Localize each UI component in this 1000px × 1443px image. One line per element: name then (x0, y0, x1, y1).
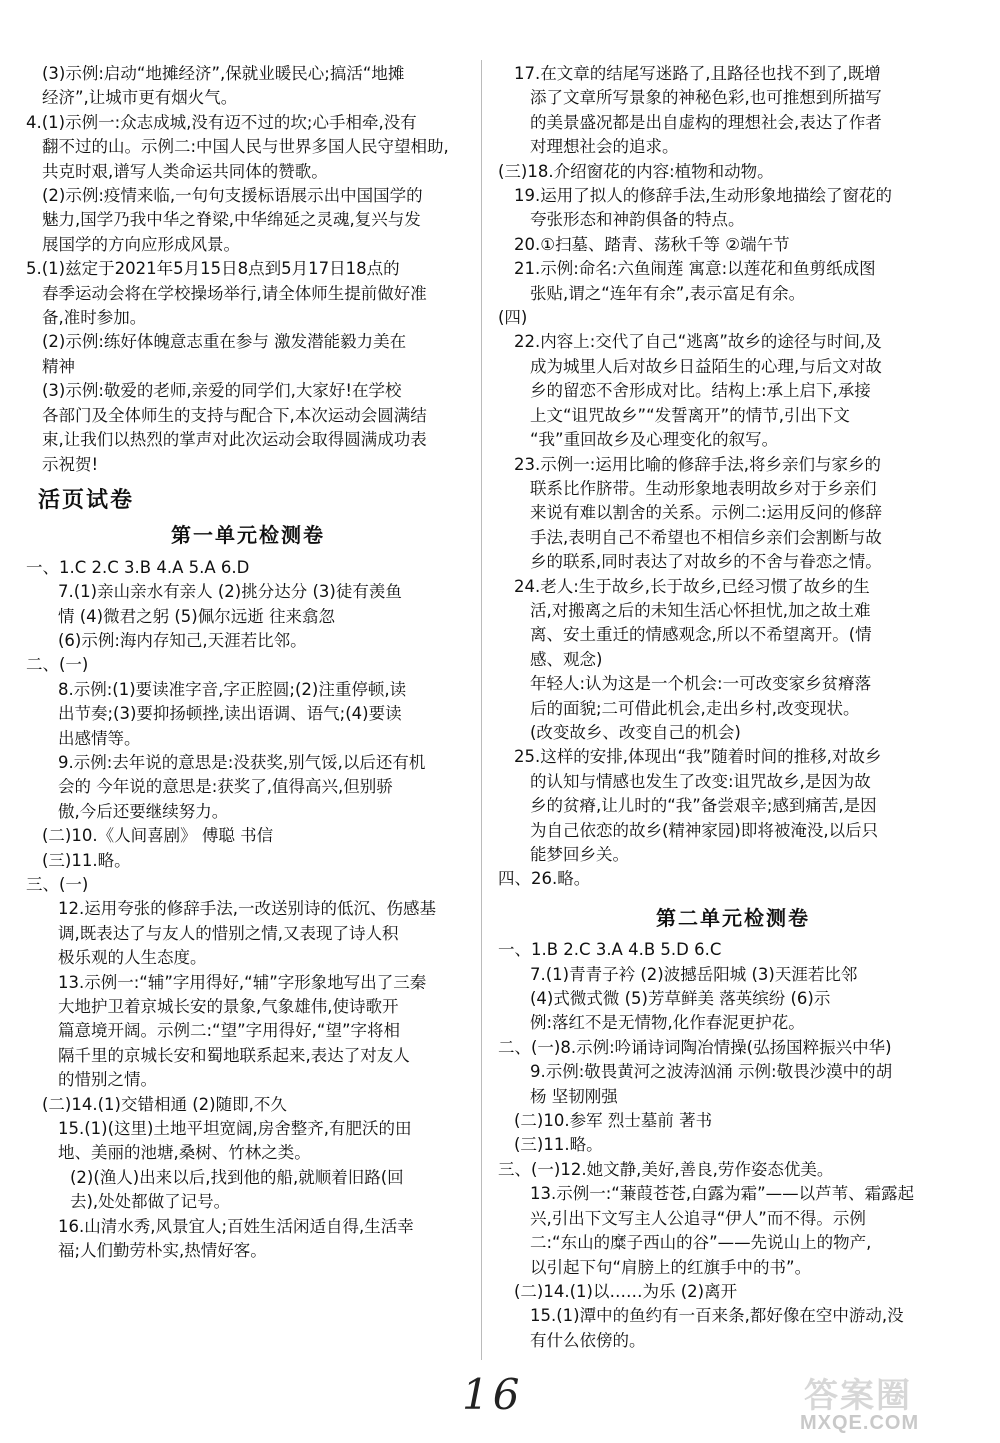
answer-line: 共克时艰,谱写人类命运共同体的赞歌。 (42, 161, 328, 181)
answer-line: 一、1.C 2.C 3.B 4.A 5.A 6.D (26, 557, 250, 577)
answer-line: 手法,表明自己不希望也不相信乡亲们会割断与故 (530, 527, 882, 547)
answer-line: 春季运动会将在学校操场举行,请全体师生提前做好准 (42, 283, 427, 303)
left-answers-top (26, 62, 470, 477)
answer-line: 添了文章所写景象的神秘色彩,也可推想到所描写 (530, 88, 882, 108)
answer-line: 魅力,国学乃我中华之脊梁,中华绵延之灵魂,复兴与发 (42, 210, 421, 230)
answer-line: (3)示例:敬爱的老师,亲爱的同学们,大家好!在学校 (42, 381, 402, 401)
watermark-url: MXQE.COM (800, 1412, 920, 1434)
answer-line: (改变故乡、改变自己的机会) (530, 722, 741, 742)
answer-line: 15.(1)潭中的鱼约有一百来条,都好像在空中游动,没 (530, 1306, 904, 1326)
answer-line: 21.示例:命名:六鱼闹莲 寓意:以莲花和鱼剪纸成图 (514, 259, 876, 279)
answer-line: 上文“诅咒故乡”“发誓离开”的情节,引出下文 (530, 405, 850, 425)
answer-line: 20.①扫墓、踏青、荡秋千等 ②端午节 (514, 234, 790, 254)
answer-line: 有什么依傍的。 (530, 1330, 646, 1350)
answer-line: 精神 (42, 356, 75, 376)
answer-line: 以引起下句“肩膀上的红旗手中的书”。 (530, 1257, 812, 1277)
answer-line: 22.内容上:交代了自己“逃离”故乡的途径与时间,及 (514, 332, 882, 352)
answer-line: 傲,今后还要继续努力。 (58, 801, 229, 821)
answer-line: 4.(1)示例一:众志成城,没有迈不过的坎;心手相牵,没有 (26, 112, 417, 132)
answer-line: 12.运用夸张的修辞手法,一改送别诗的低沉、伤感基 (58, 899, 436, 919)
watermark-logo (800, 1368, 990, 1438)
answer-line: (6)示例:海内存知己,天涯若比邻。 (58, 630, 307, 650)
answer-line: 联系比作脐带。生动形象地表明故乡对于乡亲们 (530, 478, 877, 498)
answer-line: 7.(1)亲山亲水有亲人 (2)挑分达分 (3)徒有羡鱼 (58, 582, 402, 602)
answer-line: 23.示例一:运用比喻的修辞手法,将乡亲们与家乡的 (514, 454, 882, 474)
answer-line: 一、1.B 2.C 3.A 4.B 5.D 6.C (498, 940, 722, 960)
answer-line: 三、(一)12.她文静,美好,善良,劳作姿态优美。 (498, 1159, 834, 1179)
answer-line: 备,准时参加。 (42, 308, 147, 328)
answer-line: 为自己依恋的故乡(精神家园)即将被淹没,以后只 (530, 820, 879, 840)
unit2-answers (498, 938, 968, 1353)
answer-line: (二)10.《人间喜剧》 傅聪 书信 (42, 826, 274, 846)
answer-line: 能梦回乡关。 (530, 845, 629, 864)
answer-line: (二)14.(1)以……为乐 (2)离开 (514, 1281, 738, 1301)
answer-line: (2)示例:练好体魄意志重在参与 激发潜能毅力美在 (42, 332, 407, 352)
answer-line: 13.示例一:“辅”字用得好,“辅”字形象地写出了三秦 (58, 972, 427, 992)
answer-line: 8.示例:(1)要读准字音,字正腔圆;(2)注重停顿,读 (58, 679, 407, 699)
answer-line: 展国学的方向应形成风景。 (42, 234, 240, 254)
answer-line: 二、(一) (26, 655, 89, 675)
answer-line: 调,既表达了与友人的惜别之情,又表现了诗人积 (58, 923, 399, 943)
answer-line: 地、美丽的池塘,桑树、竹林之类。 (58, 1143, 311, 1163)
answer-line: 19.运用了拟人的修辞手法,生动形象地描绘了窗花的 (514, 186, 892, 206)
answer-line: 离、安土重迁的情感观念,所以不希望离开。(情 (530, 625, 872, 645)
unit1-answers (26, 556, 470, 1264)
answer-line: 四、26.略。 (498, 869, 591, 889)
answer-line: 各部门及全体师生的支持与配合下,本次运动会圆满结 (42, 405, 427, 425)
answer-line: 翻不过的山。示例二:中国人民与世界多国人民守望相助, (42, 137, 449, 157)
answer-line: 杨 坚韧刚强 (530, 1086, 618, 1106)
page-number: 16 (462, 1370, 524, 1419)
answer-line: 大地护卫着京城长安的景象,气象雄伟,使诗歌开 (58, 997, 399, 1017)
answer-line: 5.(1)兹定于2021年5月15日8点到5月17日18点的 (26, 259, 400, 279)
answer-line: 篇意境开阔。示例二:“望”字用得好,“望”字将相 (58, 1021, 400, 1041)
answer-line: 出节奏;(3)要抑扬顿挫,读出语调、语气;(4)要读 (58, 704, 402, 724)
answer-line: 25.这样的安排,体现出“我”随着时间的推移,对故乡 (514, 747, 882, 767)
answer-line: 二:“东山的糜子西山的谷”——先说山上的物产, (530, 1233, 872, 1253)
answer-line: 9.示例:去年说的意思是:没获奖,别气馁,以后还有机 (58, 752, 426, 772)
answer-line: (4)式微式微 (5)芳草鲜美 落英缤纷 (6)示 (530, 989, 831, 1009)
unit2-title: 第二单元检测卷 (656, 905, 810, 930)
answer-line: 会的 今年说的意思是:获奖了,值得高兴,但别骄 (58, 777, 393, 797)
answer-line: 成为城里人后对故乡日益陌生的心理,与后文对故 (530, 356, 882, 376)
answer-line: (三)18.介绍窗花的内容:植物和动物。 (498, 161, 774, 181)
answer-line: 乡的留恋不舍形成对比。结构上:承上启下,承接 (530, 381, 871, 401)
answer-line: (三)11.略。 (42, 850, 131, 870)
answer-line: 后的面貌;二可借此机会,走出乡村,改变现状。 (530, 698, 860, 718)
answer-line: (三)11.略。 (514, 1135, 603, 1155)
answer-line: 13.示例一:“蒹葭苍苍,白露为霜”——以芦苇、霜露起 (530, 1184, 915, 1204)
answer-line: 隔千里的京城长安和蜀地联系起来,表达了对友人 (58, 1045, 410, 1065)
answer-line: 16.山清水秀,风景宜人;百姓生活闲适自得,生活幸 (58, 1216, 414, 1236)
answer-line: 出感情等。 (58, 728, 141, 748)
answer-line: (二)10.参军 烈士墓前 著书 (514, 1111, 713, 1131)
answer-line: 的美景盛况都是出自虚构的理想社会,表达了作者 (530, 112, 882, 132)
answer-line: 的惜别之情。 (58, 1070, 157, 1090)
answer-line: 极乐观的人生态度。 (58, 948, 207, 968)
answer-line: 活,对搬离之后的未知生活心怀担忧,加之故土难 (530, 600, 871, 620)
answer-line: 7.(1)青青子衿 (2)波撼岳阳城 (3)天涯若比邻 (530, 964, 858, 984)
answer-line: 夸张形态和神韵俱备的特点。 (530, 210, 745, 230)
answer-line: 经济”,让城市更有烟火气。 (42, 88, 238, 108)
answer-line: 15.(1)(这里)土地平坦宽阔,房舍整齐,有肥沃的田 (58, 1119, 412, 1139)
answer-line: 去),处处都做了记号。 (70, 1192, 231, 1212)
column-divider (481, 60, 482, 1360)
answer-line: 乡的联系,同时表达了对故乡的不舍与眷恋之情。 (530, 552, 882, 572)
answer-line: 福;人们勤劳朴实,热情好客。 (58, 1241, 267, 1261)
answer-line: (四) (498, 308, 528, 328)
answer-line: 年轻人:认为这是一个机会:一可改变家乡贫瘠落 (530, 674, 872, 694)
answer-line: 乡的贫瘠,让儿时的“我”备尝艰辛;感到痛苦,是因 (530, 796, 877, 816)
answer-line: (2)(渔人)出来以后,找到他的船,就顺着旧路(回 (70, 1167, 404, 1187)
answer-line: 24.老人:生于故乡,长于故乡,已经习惯了故乡的生 (514, 576, 870, 596)
answer-line: 兴,引出下文写主人公追寻“伊人”而不得。示例 (530, 1208, 866, 1228)
answer-line: 9.示例:敬畏黄河之波涛汹涌 示例:敬畏沙漠中的胡 (530, 1062, 893, 1082)
answer-line: 感、观念) (530, 649, 603, 669)
answer-line: “我”重回故乡及心理变化的叙写。 (530, 430, 779, 450)
answer-line: (2)示例:疫情来临,一句句支援标语展示出中国国学的 (42, 186, 423, 206)
answer-line: 张贴,谓之“连年有余”,表示富足有余。 (530, 283, 806, 303)
answer-line: (3)示例:启动“地摊经济”,保就业暖民心;搞活“地摊 (42, 64, 405, 83)
answer-line: 来说有难以割舍的关系。示例二:运用反问的修辞 (530, 503, 883, 523)
answer-line: 例:落红不是无情物,化作春泥更护花。 (530, 1013, 805, 1033)
answer-line: 二、(一)8.示例:吟诵诗词陶冶情操(弘扬国粹振兴中华) (498, 1037, 892, 1057)
section-title: 活页试卷 (38, 487, 135, 513)
unit1-title: 第一单元检测卷 (171, 523, 325, 548)
left-column (26, 62, 470, 1264)
answer-line: 束,让我们以热烈的掌声对此次运动会取得圆满成功表 (42, 430, 427, 450)
watermark-text: 答案圈 (804, 1376, 912, 1416)
right-column (498, 62, 968, 1353)
right-answers-top (498, 62, 968, 892)
answer-line: (二)14.(1)交错相通 (2)随即,不久 (42, 1094, 287, 1114)
answer-line: 情 (4)微君之躬 (5)佩尔远逝 往来翕忽 (58, 606, 335, 626)
answer-line: 的认知与情感也发生了改变:诅咒故乡,是因为故 (530, 771, 871, 791)
answer-line: 示祝贺! (42, 454, 99, 474)
answer-line: 17.在文章的结尾写迷路了,且路径也找不到了,既增 (514, 64, 881, 83)
answer-line: 对理想社会的追求。 (530, 137, 679, 157)
answer-line: 三、(一) (26, 875, 89, 894)
